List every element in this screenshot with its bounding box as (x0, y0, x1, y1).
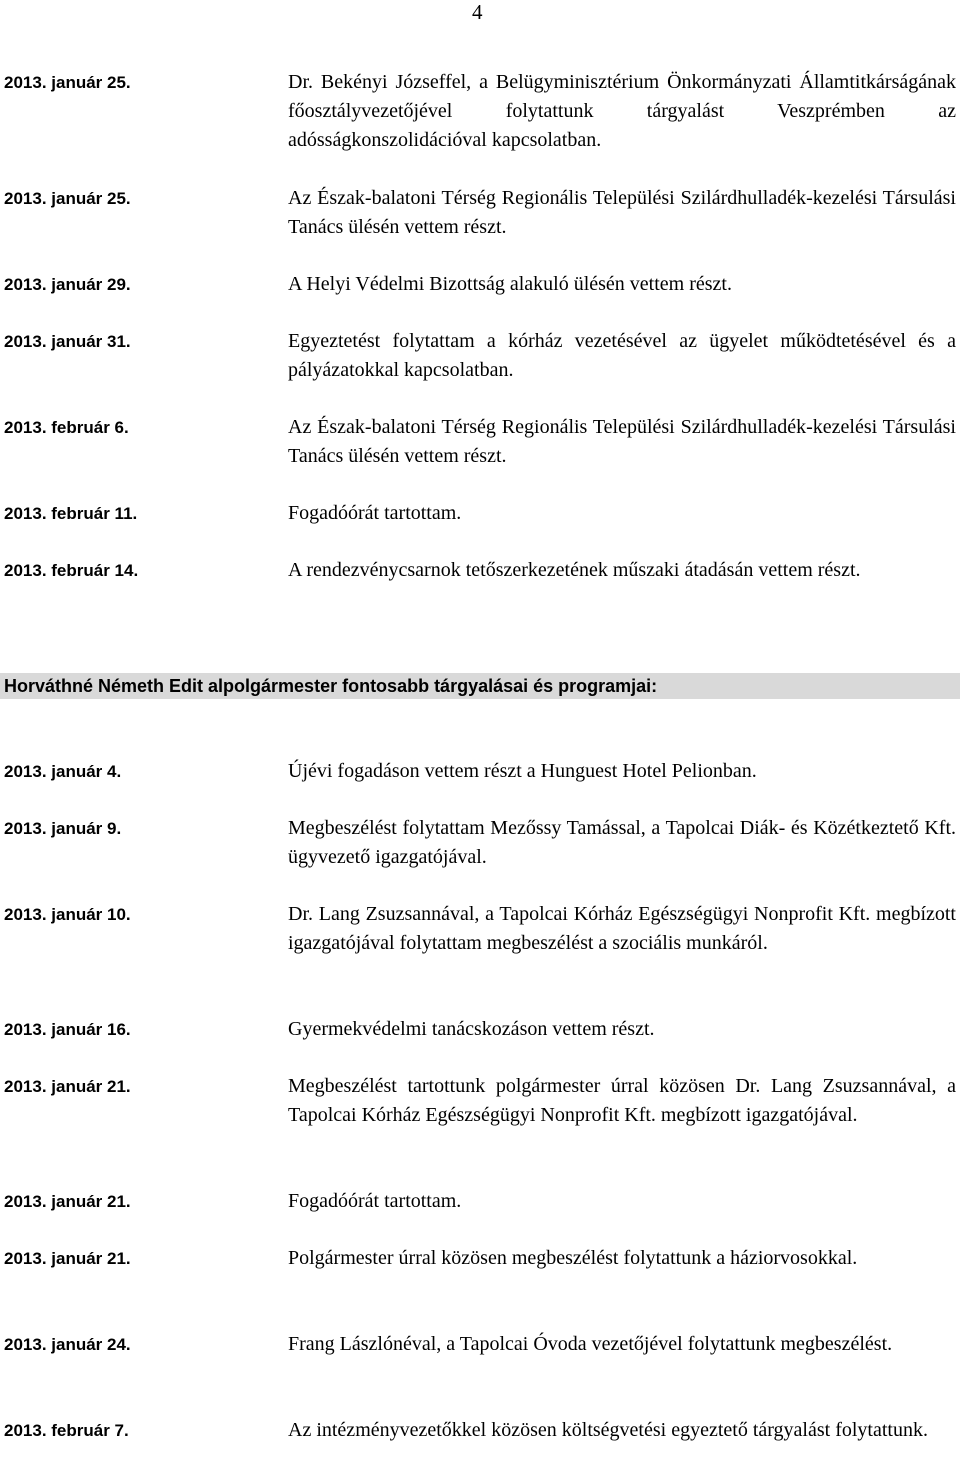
list-item (0, 900, 960, 958)
list-item (0, 1187, 960, 1216)
list-item (0, 814, 960, 872)
entry-date: 2013. január 16. (4, 1020, 131, 1039)
entry-date: 2013. január 10. (4, 905, 131, 924)
list-item (0, 1330, 960, 1359)
entry-date: 2013. január 9. (4, 819, 122, 838)
entry-date: 2013. január 25. (4, 73, 131, 92)
entry-date: 2013. január 24. (4, 1335, 131, 1354)
entry-text: Polgármester úrral közösen megbeszélést folytattunk a háziorvosokkal. (288, 1247, 858, 1269)
entry-date: 2013. február 14. (4, 561, 139, 580)
list-item (0, 327, 960, 385)
entry-text: A Helyi Védelmi Bizottság alakuló ülésén vettem részt. (288, 273, 732, 295)
entry-text: Frang Lászlónéval, a Tapolcai Óvoda vezetőjével folytattunk megbeszélést. (288, 1333, 893, 1355)
section-heading: Horváthné Németh Edit alpolgármester fontosabb tárgyalásai és programjai: (0, 673, 960, 699)
entry-date: 2013. január 29. (4, 275, 131, 294)
entry-text: Fogadóórát tartottam. (288, 1190, 462, 1212)
list-item (0, 270, 960, 299)
entry-date: 2013. január 21. (4, 1249, 131, 1268)
entry-date: 2013. január 21. (4, 1077, 131, 1096)
entry-date: 2013. január 4. (4, 762, 122, 781)
entry-text: Az intézményvezetőkkel közösen költségvetési egyeztető tárgyalást folytattunk. (288, 1419, 928, 1441)
entry-date: 2013. február 6. (4, 418, 129, 437)
entry-text: Egyeztetést folytattam a kórház vezetésével az ügyelet működtetésével és a pályázatokkal kapcsolatban. (288, 330, 956, 381)
list-item (0, 757, 960, 786)
list-item (0, 413, 960, 471)
entry-date: 2013. január 25. (4, 189, 131, 208)
list-item (0, 1072, 960, 1130)
list-item (0, 1015, 960, 1044)
list-item (0, 184, 960, 242)
entry-text: Megbeszélést tartottunk polgármester úrral közösen Dr. Lang Zsuzsannával, a Tapolcai Kórház Egészségügyi Nonprofit Kft. megbízott igazgatójával. (288, 1075, 956, 1126)
list-item (0, 68, 960, 155)
entry-text: Fogadóórát tartottam. (288, 502, 462, 524)
list-item (0, 499, 960, 528)
entry-text: Újévi fogadáson vettem részt a Hunguest Hotel Pelionban. (288, 760, 757, 782)
entry-text: Dr. Lang Zsuzsannával, a Tapolcai Kórház Egészségügyi Nonprofit Kft. megbízott igazgatójával folytattam megbeszélést a szociális munkáról. (288, 903, 956, 954)
entry-text: Megbeszélést folytattam Mezőssy Tamással, a Tapolcai Diák- és Közétkeztető Kft. ügyvezető igazgatójával. (288, 817, 956, 868)
page-number: 4 (472, 0, 483, 24)
list-item (0, 1416, 960, 1445)
entry-text: A rendezvénycsarnok tetőszerkezetének műszaki átadásán vettem részt. (288, 559, 861, 581)
entry-date: 2013. február 7. (4, 1421, 129, 1440)
entry-text: Az Észak-balatoni Térség Regionális Települési Szilárdhulladék-kezelési Társulási Tanács ülésén vettem részt. (288, 416, 956, 467)
list-item (0, 1244, 960, 1273)
list-item (0, 556, 960, 585)
entry-date: 2013. február 11. (4, 504, 138, 523)
entry-date: 2013. január 21. (4, 1192, 131, 1211)
entry-text: Dr. Bekényi Józseffel, a Belügyminisztérium Önkormányzati Államtitkárságának főosztályvezetőjével folytattunk tárgyalást Veszprémben az adósságkonszolidációval kapcsolatban. (288, 71, 956, 151)
entry-text: Gyermekvédelmi tanácskozáson vettem részt. (288, 1018, 655, 1040)
entry-text: Az Észak-balatoni Térség Regionális Települési Szilárdhulladék-kezelési Társulási Tanács ülésén vettem részt. (288, 187, 956, 238)
entry-date: 2013. január 31. (4, 332, 131, 351)
